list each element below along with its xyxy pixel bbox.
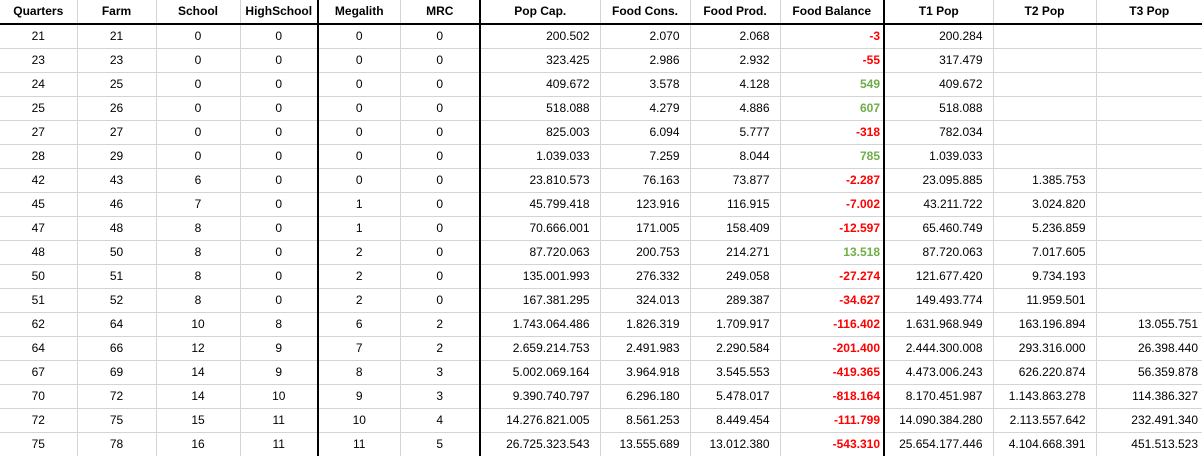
- cell-t2-pop[interactable]: 9.734.193: [993, 265, 1096, 289]
- cell-food-prod[interactable]: 8.044: [690, 145, 780, 169]
- cell-megalith[interactable]: 0: [318, 121, 400, 145]
- cell-t2-pop[interactable]: 3.024.820: [993, 193, 1096, 217]
- cell-highschool[interactable]: 0: [240, 241, 318, 265]
- cell-t3-pop[interactable]: [1096, 145, 1202, 169]
- cell-school[interactable]: 8: [156, 265, 240, 289]
- cell-quarters[interactable]: 25: [0, 97, 77, 121]
- cell-highschool[interactable]: 0: [240, 265, 318, 289]
- column-header-food-prod[interactable]: Food Prod.: [690, 0, 780, 24]
- header-row: [0, 0, 1202, 24]
- cell-food-cons[interactable]: 76.163: [600, 169, 690, 193]
- cell-t1-pop[interactable]: 43.211.722: [884, 193, 993, 217]
- cell-t3-pop[interactable]: [1096, 265, 1202, 289]
- column-header-t1-pop[interactable]: T1 Pop: [884, 0, 993, 24]
- cell-school[interactable]: 8: [156, 241, 240, 265]
- cell-t2-pop[interactable]: [993, 73, 1096, 97]
- cell-t1-pop[interactable]: 121.677.420: [884, 265, 993, 289]
- cell-quarters[interactable]: 24: [0, 73, 77, 97]
- cell-megalith[interactable]: 2: [318, 265, 400, 289]
- cell-megalith[interactable]: 0: [318, 24, 400, 49]
- cell-t2-pop[interactable]: [993, 97, 1096, 121]
- cell-t3-pop[interactable]: [1096, 241, 1202, 265]
- cell-food-balance[interactable]: -2.287: [780, 169, 884, 193]
- cell-mrc[interactable]: 0: [400, 97, 480, 121]
- cell-highschool[interactable]: 0: [240, 97, 318, 121]
- cell-food-cons[interactable]: 123.916: [600, 193, 690, 217]
- cell-food-prod[interactable]: 4.128: [690, 73, 780, 97]
- column-header-megalith[interactable]: Megalith: [318, 0, 400, 24]
- cell-t1-pop[interactable]: 409.672: [884, 73, 993, 97]
- cell-t1-pop[interactable]: 87.720.063: [884, 241, 993, 265]
- cell-farm[interactable]: 48: [77, 217, 156, 241]
- cell-t2-pop[interactable]: 2.113.557.642: [993, 409, 1096, 433]
- cell-food-cons[interactable]: 13.555.689: [600, 433, 690, 456]
- cell-t1-pop[interactable]: 14.090.384.280: [884, 409, 993, 433]
- cell-quarters[interactable]: 75: [0, 433, 77, 456]
- cell-megalith[interactable]: 8: [318, 361, 400, 385]
- cell-farm[interactable]: 21: [77, 24, 156, 49]
- cell-food-prod[interactable]: 289.387: [690, 289, 780, 313]
- cell-pop-cap[interactable]: 518.088: [480, 97, 600, 121]
- cell-megalith[interactable]: 11: [318, 433, 400, 456]
- cell-highschool[interactable]: 0: [240, 145, 318, 169]
- cell-school[interactable]: 15: [156, 409, 240, 433]
- cell-t2-pop[interactable]: 163.196.894: [993, 313, 1096, 337]
- cell-food-cons[interactable]: 4.279: [600, 97, 690, 121]
- cell-food-cons[interactable]: 276.332: [600, 265, 690, 289]
- cell-t2-pop[interactable]: 1.143.863.278: [993, 385, 1096, 409]
- table-row: [0, 24, 1202, 49]
- cell-pop-cap[interactable]: 87.720.063: [480, 241, 600, 265]
- cell-farm[interactable]: 66: [77, 337, 156, 361]
- cell-quarters[interactable]: 42: [0, 169, 77, 193]
- cell-food-balance[interactable]: -55: [780, 49, 884, 73]
- cell-food-prod[interactable]: 214.271: [690, 241, 780, 265]
- cell-food-prod[interactable]: 116.915: [690, 193, 780, 217]
- cell-mrc[interactable]: 4: [400, 409, 480, 433]
- cell-food-cons[interactable]: 1.826.319: [600, 313, 690, 337]
- cell-t1-pop[interactable]: 25.654.177.446: [884, 433, 993, 456]
- cell-t1-pop[interactable]: 1.631.968.949: [884, 313, 993, 337]
- cell-highschool[interactable]: 0: [240, 193, 318, 217]
- cell-quarters[interactable]: 64: [0, 337, 77, 361]
- cell-t1-pop[interactable]: 2.444.300.008: [884, 337, 993, 361]
- cell-t2-pop[interactable]: 1.385.753: [993, 169, 1096, 193]
- cell-farm[interactable]: 43: [77, 169, 156, 193]
- cell-mrc[interactable]: 0: [400, 169, 480, 193]
- cell-t1-pop[interactable]: 23.095.885: [884, 169, 993, 193]
- cell-t3-pop[interactable]: [1096, 121, 1202, 145]
- cell-food-cons[interactable]: 200.753: [600, 241, 690, 265]
- cell-megalith[interactable]: 7: [318, 337, 400, 361]
- cell-food-prod[interactable]: 1.709.917: [690, 313, 780, 337]
- cell-food-prod[interactable]: 2.290.584: [690, 337, 780, 361]
- cell-mrc[interactable]: 0: [400, 121, 480, 145]
- cell-food-cons[interactable]: 324.013: [600, 289, 690, 313]
- cell-farm[interactable]: 46: [77, 193, 156, 217]
- cell-t1-pop[interactable]: 65.460.749: [884, 217, 993, 241]
- cell-food-cons[interactable]: 2.491.983: [600, 337, 690, 361]
- cell-school[interactable]: 7: [156, 193, 240, 217]
- cell-farm[interactable]: 52: [77, 289, 156, 313]
- cell-megalith[interactable]: 0: [318, 49, 400, 73]
- cell-school[interactable]: 6: [156, 169, 240, 193]
- cell-t1-pop[interactable]: 317.479: [884, 49, 993, 73]
- table-body: [0, 24, 1202, 456]
- table-row: [0, 193, 1202, 217]
- cell-food-prod[interactable]: 13.012.380: [690, 433, 780, 456]
- cell-t3-pop[interactable]: 114.386.327: [1096, 385, 1202, 409]
- cell-t2-pop[interactable]: 5.236.859: [993, 217, 1096, 241]
- cell-food-prod[interactable]: 5.478.017: [690, 385, 780, 409]
- cell-highschool[interactable]: 8: [240, 313, 318, 337]
- cell-megalith[interactable]: 1: [318, 217, 400, 241]
- cell-quarters[interactable]: 62: [0, 313, 77, 337]
- cell-mrc[interactable]: 0: [400, 217, 480, 241]
- cell-mrc[interactable]: 2: [400, 337, 480, 361]
- cell-highschool[interactable]: 9: [240, 337, 318, 361]
- cell-t3-pop[interactable]: [1096, 193, 1202, 217]
- cell-food-balance[interactable]: -116.402: [780, 313, 884, 337]
- cell-school[interactable]: 12: [156, 337, 240, 361]
- cell-pop-cap[interactable]: 1.039.033: [480, 145, 600, 169]
- cell-food-balance[interactable]: 549: [780, 73, 884, 97]
- cell-t3-pop[interactable]: 451.513.523: [1096, 433, 1202, 456]
- cell-pop-cap[interactable]: 26.725.323.543: [480, 433, 600, 456]
- cell-t3-pop[interactable]: [1096, 217, 1202, 241]
- cell-mrc[interactable]: 0: [400, 193, 480, 217]
- table-row: [0, 217, 1202, 241]
- cell-megalith[interactable]: 2: [318, 241, 400, 265]
- cell-food-balance[interactable]: -318: [780, 121, 884, 145]
- table-row: [0, 265, 1202, 289]
- cell-pop-cap[interactable]: 45.799.418: [480, 193, 600, 217]
- cell-t3-pop[interactable]: 232.491.340: [1096, 409, 1202, 433]
- cell-food-cons[interactable]: 6.296.180: [600, 385, 690, 409]
- cell-food-prod[interactable]: 5.777: [690, 121, 780, 145]
- cell-t2-pop[interactable]: 4.104.668.391: [993, 433, 1096, 456]
- cell-farm[interactable]: 27: [77, 121, 156, 145]
- table-row: [0, 313, 1202, 337]
- cell-highschool[interactable]: 0: [240, 169, 318, 193]
- cell-farm[interactable]: 75: [77, 409, 156, 433]
- cell-mrc[interactable]: 0: [400, 24, 480, 49]
- cell-food-cons[interactable]: 3.964.918: [600, 361, 690, 385]
- table-row: [0, 385, 1202, 409]
- cell-pop-cap[interactable]: 409.672: [480, 73, 600, 97]
- cell-mrc[interactable]: 3: [400, 361, 480, 385]
- cell-megalith[interactable]: 0: [318, 97, 400, 121]
- cell-school[interactable]: 8: [156, 217, 240, 241]
- cell-highschool[interactable]: 0: [240, 121, 318, 145]
- cell-food-prod[interactable]: 3.545.553: [690, 361, 780, 385]
- cell-quarters[interactable]: 51: [0, 289, 77, 313]
- cell-food-balance[interactable]: 607: [780, 97, 884, 121]
- cell-school[interactable]: 10: [156, 313, 240, 337]
- cell-food-balance[interactable]: -201.400: [780, 337, 884, 361]
- cell-food-prod[interactable]: 4.886: [690, 97, 780, 121]
- cell-t3-pop[interactable]: 13.055.751: [1096, 313, 1202, 337]
- cell-pop-cap[interactable]: 167.381.295: [480, 289, 600, 313]
- cell-farm[interactable]: 23: [77, 49, 156, 73]
- column-header-pop-cap[interactable]: Pop Cap.: [480, 0, 600, 24]
- cell-t1-pop[interactable]: 1.039.033: [884, 145, 993, 169]
- cell-food-prod[interactable]: 73.877: [690, 169, 780, 193]
- cell-highschool[interactable]: 0: [240, 217, 318, 241]
- cell-school[interactable]: 14: [156, 385, 240, 409]
- cell-t3-pop[interactable]: [1096, 73, 1202, 97]
- cell-food-balance[interactable]: -34.627: [780, 289, 884, 313]
- column-header-t3-pop[interactable]: T3 Pop: [1096, 0, 1202, 24]
- cell-t2-pop[interactable]: 626.220.874: [993, 361, 1096, 385]
- table-row: [0, 433, 1202, 456]
- cell-highschool[interactable]: 11: [240, 433, 318, 456]
- cell-food-cons[interactable]: 3.578: [600, 73, 690, 97]
- cell-t3-pop[interactable]: [1096, 289, 1202, 313]
- cell-food-cons[interactable]: 2.986: [600, 49, 690, 73]
- cell-mrc[interactable]: 0: [400, 49, 480, 73]
- cell-school[interactable]: 0: [156, 121, 240, 145]
- column-header-t2-pop[interactable]: T2 Pop: [993, 0, 1096, 24]
- cell-food-prod[interactable]: 8.449.454: [690, 409, 780, 433]
- cell-highschool[interactable]: 0: [240, 289, 318, 313]
- cell-t2-pop[interactable]: [993, 121, 1096, 145]
- cell-t3-pop[interactable]: [1096, 169, 1202, 193]
- cell-pop-cap[interactable]: 323.425: [480, 49, 600, 73]
- cell-pop-cap[interactable]: 825.003: [480, 121, 600, 145]
- cell-highschool[interactable]: 0: [240, 24, 318, 49]
- table-row: [0, 361, 1202, 385]
- cell-food-cons[interactable]: 171.005: [600, 217, 690, 241]
- cell-food-cons[interactable]: 8.561.253: [600, 409, 690, 433]
- cell-school[interactable]: 14: [156, 361, 240, 385]
- cell-mrc[interactable]: 0: [400, 241, 480, 265]
- table-row: [0, 289, 1202, 313]
- cell-quarters[interactable]: 72: [0, 409, 77, 433]
- cell-mrc[interactable]: 0: [400, 73, 480, 97]
- cell-farm[interactable]: 51: [77, 265, 156, 289]
- cell-highschool[interactable]: 0: [240, 49, 318, 73]
- table-row: [0, 121, 1202, 145]
- cell-highschool[interactable]: 11: [240, 409, 318, 433]
- cell-food-prod[interactable]: 158.409: [690, 217, 780, 241]
- cell-quarters[interactable]: 48: [0, 241, 77, 265]
- cell-quarters[interactable]: 70: [0, 385, 77, 409]
- cell-mrc[interactable]: 3: [400, 385, 480, 409]
- cell-t3-pop[interactable]: [1096, 97, 1202, 121]
- cell-farm[interactable]: 72: [77, 385, 156, 409]
- cell-t1-pop[interactable]: 518.088: [884, 97, 993, 121]
- cell-farm[interactable]: 78: [77, 433, 156, 456]
- column-header-farm[interactable]: Farm: [77, 0, 156, 24]
- cell-quarters[interactable]: 67: [0, 361, 77, 385]
- cell-megalith[interactable]: 0: [318, 145, 400, 169]
- cell-t2-pop[interactable]: 7.017.605: [993, 241, 1096, 265]
- cell-food-cons[interactable]: 7.259: [600, 145, 690, 169]
- cell-food-balance[interactable]: -111.799: [780, 409, 884, 433]
- cell-quarters[interactable]: 23: [0, 49, 77, 73]
- cell-megalith[interactable]: 9: [318, 385, 400, 409]
- cell-t2-pop[interactable]: [993, 24, 1096, 49]
- cell-pop-cap[interactable]: 14.276.821.005: [480, 409, 600, 433]
- column-header-highschool[interactable]: HighSchool: [240, 0, 318, 24]
- cell-school[interactable]: 0: [156, 73, 240, 97]
- cell-farm[interactable]: 64: [77, 313, 156, 337]
- cell-t2-pop[interactable]: 293.316.000: [993, 337, 1096, 361]
- table-row: [0, 49, 1202, 73]
- cell-farm[interactable]: 25: [77, 73, 156, 97]
- cell-quarters[interactable]: 45: [0, 193, 77, 217]
- cell-farm[interactable]: 26: [77, 97, 156, 121]
- column-header-food-cons[interactable]: Food Cons.: [600, 0, 690, 24]
- cell-t1-pop[interactable]: 4.473.006.243: [884, 361, 993, 385]
- cell-food-balance[interactable]: -12.597: [780, 217, 884, 241]
- cell-food-balance[interactable]: -818.164: [780, 385, 884, 409]
- cell-quarters[interactable]: 50: [0, 265, 77, 289]
- cell-megalith[interactable]: 6: [318, 313, 400, 337]
- cell-highschool[interactable]: 9: [240, 361, 318, 385]
- cell-t1-pop[interactable]: 200.284: [884, 24, 993, 49]
- cell-food-balance[interactable]: -7.002: [780, 193, 884, 217]
- cell-food-balance[interactable]: -543.310: [780, 433, 884, 456]
- cell-farm[interactable]: 29: [77, 145, 156, 169]
- cell-pop-cap[interactable]: 200.502: [480, 24, 600, 49]
- cell-t3-pop[interactable]: [1096, 24, 1202, 49]
- cell-t1-pop[interactable]: 149.493.774: [884, 289, 993, 313]
- cell-mrc[interactable]: 0: [400, 265, 480, 289]
- cell-mrc[interactable]: 5: [400, 433, 480, 456]
- cell-megalith[interactable]: 10: [318, 409, 400, 433]
- cell-school[interactable]: 8: [156, 289, 240, 313]
- cell-pop-cap[interactable]: 2.659.214.753: [480, 337, 600, 361]
- cell-pop-cap[interactable]: 70.666.001: [480, 217, 600, 241]
- cell-food-prod[interactable]: 2.932: [690, 49, 780, 73]
- table-header: [0, 0, 1202, 24]
- cell-pop-cap[interactable]: 23.810.573: [480, 169, 600, 193]
- cell-t2-pop[interactable]: 11.959.501: [993, 289, 1096, 313]
- cell-food-cons[interactable]: 6.094: [600, 121, 690, 145]
- cell-t2-pop[interactable]: [993, 145, 1096, 169]
- cell-quarters[interactable]: 27: [0, 121, 77, 145]
- column-header-food-balance[interactable]: Food Balance: [780, 0, 884, 24]
- cell-school[interactable]: 0: [156, 49, 240, 73]
- cell-t3-pop[interactable]: 26.398.440: [1096, 337, 1202, 361]
- table-row: [0, 337, 1202, 361]
- cell-pop-cap[interactable]: 1.743.064.486: [480, 313, 600, 337]
- cell-t3-pop[interactable]: 56.359.878: [1096, 361, 1202, 385]
- column-header-school[interactable]: School: [156, 0, 240, 24]
- column-header-quarters[interactable]: Quarters: [0, 0, 77, 24]
- cell-food-cons[interactable]: 2.070: [600, 24, 690, 49]
- cell-mrc[interactable]: 2: [400, 313, 480, 337]
- cell-t1-pop[interactable]: 8.170.451.987: [884, 385, 993, 409]
- cell-food-balance[interactable]: -3: [780, 24, 884, 49]
- cell-food-prod[interactable]: 249.058: [690, 265, 780, 289]
- cell-pop-cap[interactable]: 9.390.740.797: [480, 385, 600, 409]
- column-header-mrc[interactable]: MRC: [400, 0, 480, 24]
- cell-pop-cap[interactable]: 135.001.993: [480, 265, 600, 289]
- table-row: [0, 409, 1202, 433]
- cell-food-balance[interactable]: -27.274: [780, 265, 884, 289]
- table-row: [0, 241, 1202, 265]
- cell-farm[interactable]: 69: [77, 361, 156, 385]
- cell-t3-pop[interactable]: [1096, 49, 1202, 73]
- cell-farm[interactable]: 50: [77, 241, 156, 265]
- cell-highschool[interactable]: 0: [240, 73, 318, 97]
- cell-quarters[interactable]: 28: [0, 145, 77, 169]
- cell-highschool[interactable]: 10: [240, 385, 318, 409]
- cell-food-prod[interactable]: 2.068: [690, 24, 780, 49]
- cell-mrc[interactable]: 0: [400, 289, 480, 313]
- table-row: [0, 97, 1202, 121]
- cell-school[interactable]: 0: [156, 24, 240, 49]
- cell-pop-cap[interactable]: 5.002.069.164: [480, 361, 600, 385]
- cell-mrc[interactable]: 0: [400, 145, 480, 169]
- cell-school[interactable]: 16: [156, 433, 240, 456]
- cell-quarters[interactable]: 21: [0, 24, 77, 49]
- cell-food-balance[interactable]: -419.365: [780, 361, 884, 385]
- table-row: [0, 169, 1202, 193]
- cell-megalith[interactable]: 0: [318, 73, 400, 97]
- cell-quarters[interactable]: 47: [0, 217, 77, 241]
- cell-t1-pop[interactable]: 782.034: [884, 121, 993, 145]
- cell-food-balance[interactable]: 785: [780, 145, 884, 169]
- cell-megalith[interactable]: 2: [318, 289, 400, 313]
- cell-school[interactable]: 0: [156, 145, 240, 169]
- cell-megalith[interactable]: 0: [318, 169, 400, 193]
- cell-megalith[interactable]: 1: [318, 193, 400, 217]
- cell-food-balance[interactable]: 13.518: [780, 241, 884, 265]
- table-row: [0, 145, 1202, 169]
- table-row: [0, 73, 1202, 97]
- cell-school[interactable]: 0: [156, 97, 240, 121]
- cell-t2-pop[interactable]: [993, 49, 1096, 73]
